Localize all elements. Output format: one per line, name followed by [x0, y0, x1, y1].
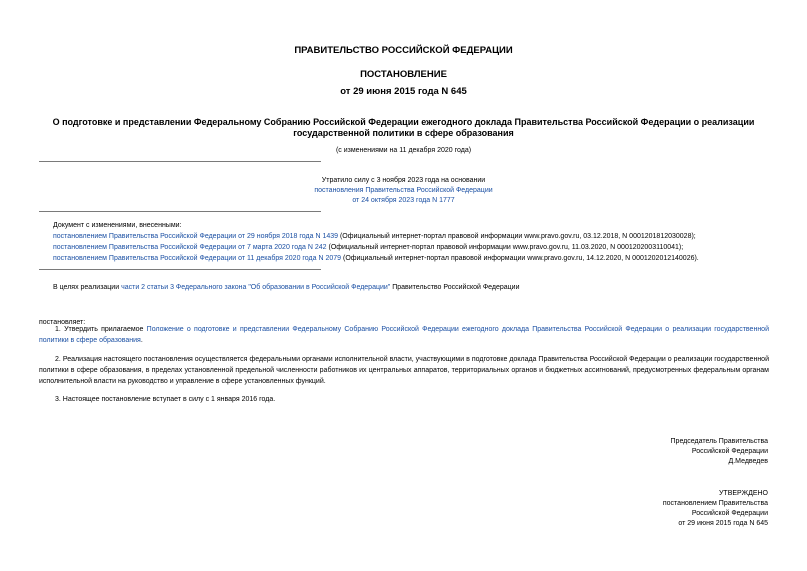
expired-note: Утратило силу с 3 ноября 2023 года на основании — [321, 177, 486, 184]
point-1 — [39, 324, 769, 346]
amendment-source: (Официальный интернет-портал правовой информации www.pravo.gov.ru, 14.12.2020, N 0001202012140026). — [341, 255, 699, 262]
amendment-source: (Официальный интернет-портал правовой информации www.pravo.gov.ru, 11.03.2020, N 0001202003110041); — [326, 244, 684, 251]
preamble-suffix: Правительство Российской Федерации — [390, 284, 520, 291]
point-1-suffix: . — [140, 337, 143, 344]
approved-line-2: Российской Федерации — [691, 510, 768, 517]
signature-name: Д.Медведев — [728, 458, 768, 465]
preamble — [53, 283, 520, 293]
separator-line — [39, 269, 321, 270]
government-heading: ПРАВИТЕЛЬСТВО РОССИЙСКОЙ ФЕДЕРАЦИИ — [294, 45, 513, 56]
regulation-link[interactable]: Положение о подготовке и представлении Федеральному Собранию Российской Федерации ежегодного доклада Правительства Российской Федерации о реализации государственной политики в сфере образования — [39, 326, 769, 344]
signature-position: Председатель Правительства — [670, 438, 768, 445]
document-date-number: от 29 июня 2015 года N 645 — [340, 86, 467, 97]
preamble-prefix: В целях реализации — [53, 284, 122, 291]
amendment-link[interactable]: постановлением Правительства Российской Федерации от 29 ноября 2018 года N 1439 — [53, 233, 339, 240]
amendment-source: (Официальный интернет-портал правовой информации www.pravo.gov.ru, 03.12.2018, N 0001201812030028); — [338, 233, 696, 240]
document-title-line-2: государственной политики в сфере образования — [293, 128, 514, 138]
expired-basis-link-line-1[interactable]: постановления Правительства Российской Федерации — [314, 187, 493, 194]
resolves-word: постановляет: — [39, 319, 86, 326]
amendment-link[interactable]: постановлением Правительства Российской Федерации от 7 марта 2020 года N 242 — [53, 244, 327, 251]
document-title-line-1: О подготовке и представлении Федеральному Собранию Российской Федерации ежегодного доклада Правительства Российской Федерации о реализации — [52, 117, 755, 127]
separator-line — [39, 161, 321, 162]
approved-line-3: от 29 июня 2015 года N 645 — [678, 520, 768, 527]
amendment-link[interactable]: постановлением Правительства Российской Федерации от 11 декабря 2020 года N 2079 — [53, 255, 342, 262]
signature-country: Российской Федерации — [691, 448, 768, 455]
amended-note: (с изменениями на 11 декабря 2020 года) — [335, 147, 472, 154]
point-3: 3. Настоящее постановление вступает в силу с 1 января 2016 года. — [55, 396, 276, 403]
approved-line-1: постановлением Правительства — [662, 500, 768, 507]
document-type-heading: ПОСТАНОВЛЕНИЕ — [360, 69, 447, 80]
expired-basis-link-line-2[interactable]: от 24 октября 2023 года N 1777 — [352, 197, 455, 204]
federal-law-link[interactable]: части 2 статьи 3 Федерального закона "Об образовании в Российской Федерации" — [121, 284, 391, 291]
changes-list-item — [53, 254, 699, 264]
changes-list-item — [53, 243, 683, 253]
point-2: 2. Реализация настоящего постановления осуществляется федеральными органами исполнительной власти, участвующими в подготовке доклада Правительства Российской Федерации о реализации государственной политики в сфере образования, в пределах установленной предельной численности работников их центральных аппаратов, территориальных органов и бюджетных ассигнований, предусмотренных федеральным органам исполнительной власти на руководство и управление в сфере установленных функций. — [39, 356, 769, 385]
expired-basis-link-date[interactable] — [0, 196, 807, 206]
point-1-prefix: 1. Утвердить прилагаемое — [55, 326, 147, 333]
changes-list-item — [53, 232, 696, 242]
separator-line — [39, 211, 321, 212]
approved-heading: УТВЕРЖДЕНО — [718, 490, 768, 497]
expired-basis-link[interactable] — [0, 186, 807, 196]
changes-intro: Документ с изменениями, внесенными: — [53, 222, 182, 229]
